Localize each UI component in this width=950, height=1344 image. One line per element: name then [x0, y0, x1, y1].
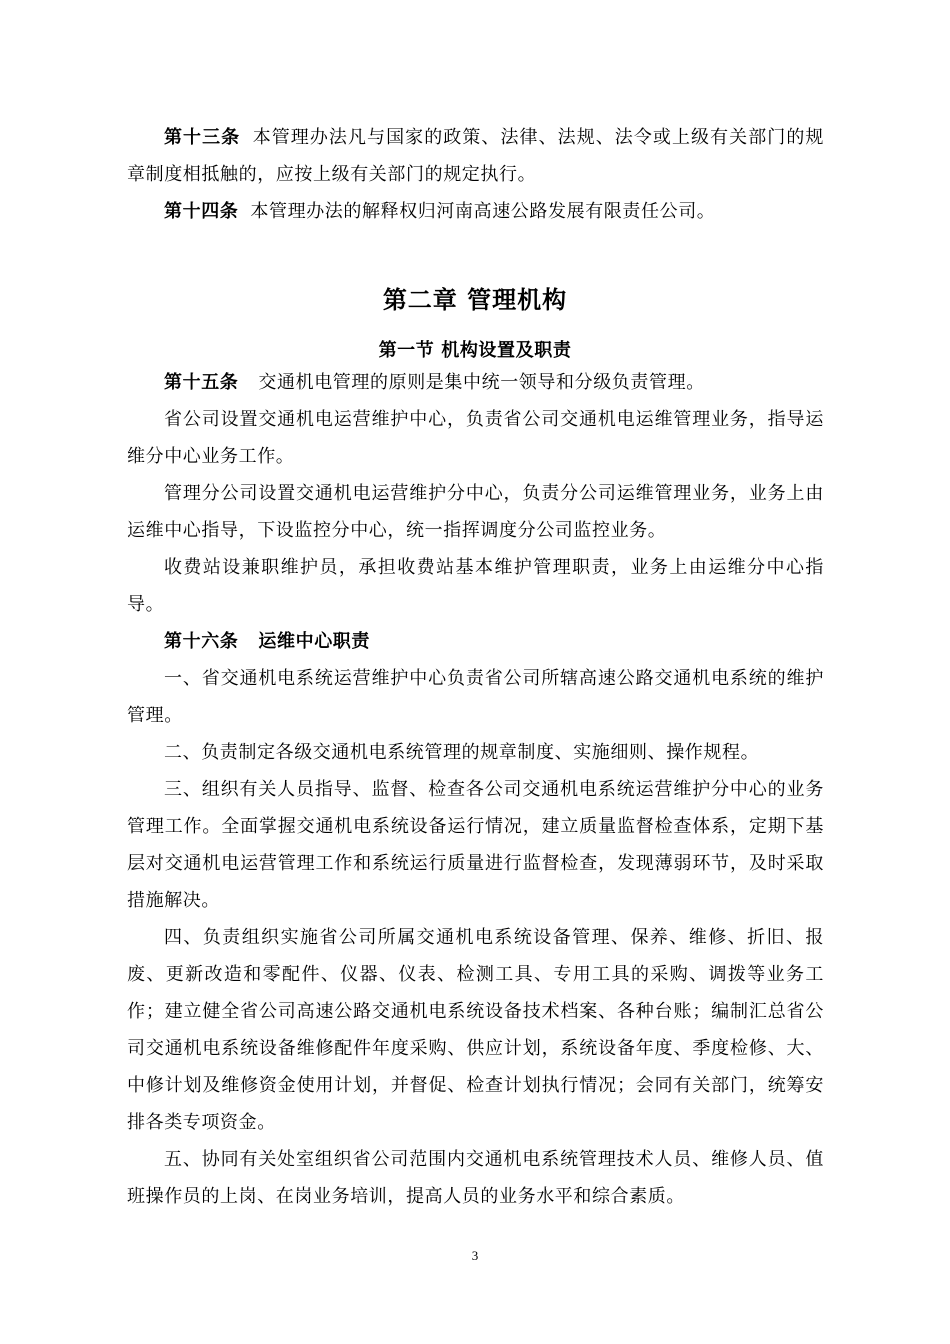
article-15-title: 第十五条 — [164, 372, 239, 393]
article-16-heading: 运维中心职责 — [258, 631, 371, 652]
paragraph-branch-center: 管理分公司设置交通机电运营维护分中心，负责分公司运维管理业务，业务上由运维中心指导，下设监控分中心，统一指挥调度分公司监控业务。 — [127, 483, 824, 541]
article-14-text: 本管理办法的解释权归河南高速公路发展有限责任公司。 — [250, 201, 716, 222]
paragraph-toll-station: 收费站设兼职维护员，承担收费站基本维护管理职责，业务上由运维分中心指导。 — [127, 557, 824, 615]
article-13 — [127, 119, 824, 193]
paragraph-provincial-center: 省公司设置交通机电运营维护中心，负责省公司交通机电运维管理业务，指导运维分中心业务工作。 — [127, 409, 824, 467]
article-15-text: 交通机电管理的原则是集中统一领导和分级负责管理。 — [258, 372, 705, 393]
article-15 — [127, 364, 824, 401]
list-item-3: 三、组织有关人员指导、监督、检查各公司交通机电系统运营维护分中心的业务管理工作。全面掌握交通机电系统设备运行情况，建立质量监督检查体系，定期下基层对交通机电运营管理工作和系统运行质量进行监督检查，发现薄弱环节，及时采取措施解决。 — [127, 779, 824, 911]
article-13-title: 第十三条 — [164, 127, 241, 148]
list-item-1: 一、省交通机电系统运营维护中心负责省公司所辖高速公路交通机电系统的维护管理。 — [127, 668, 824, 726]
list-item-2: 二、负责制定各级交通机电系统管理的规章制度、实施细则、操作规程。 — [164, 742, 760, 763]
article-16 — [127, 623, 824, 660]
chapter-title: 第二章 管理机构 — [382, 285, 568, 314]
article-14 — [127, 193, 824, 230]
page-number: 3 — [471, 1248, 479, 1263]
article-14-title: 第十四条 — [164, 201, 239, 222]
section-title: 第一节 机构设置及职责 — [378, 340, 572, 361]
list-item-4: 四、负责组织实施省公司所属交通机电系统设备管理、保养、维修、折旧、报废、更新改造和零配件、仪器、仪表、检测工具、专用工具的采购、调拨等业务工作；建立健全省公司高速公路交通机电系统设备技术档案、各种台账；编制汇总省公司交通机电系统设备维修配件年度采购、供应计划，系统设备年度、季度检修、大、中修计划及维修资金使用计划，并督促、检查计划执行情况；会同有关部门，统筹安排各类专项资金。 — [127, 927, 824, 1133]
article-16-title: 第十六条 — [164, 631, 239, 652]
article-13-text: 本管理办法凡与国家的政策、法律、法规、法令或上级有关部门的规章制度相抵触的，应按上级有关部门的规定执行。 — [127, 127, 824, 185]
list-item-5: 五、协同有关处室组织省公司范围内交通机电系统管理技术人员、维修人员、值班操作员的上岗、在岗业务培训，提高人员的业务水平和综合素质。 — [127, 1149, 824, 1207]
